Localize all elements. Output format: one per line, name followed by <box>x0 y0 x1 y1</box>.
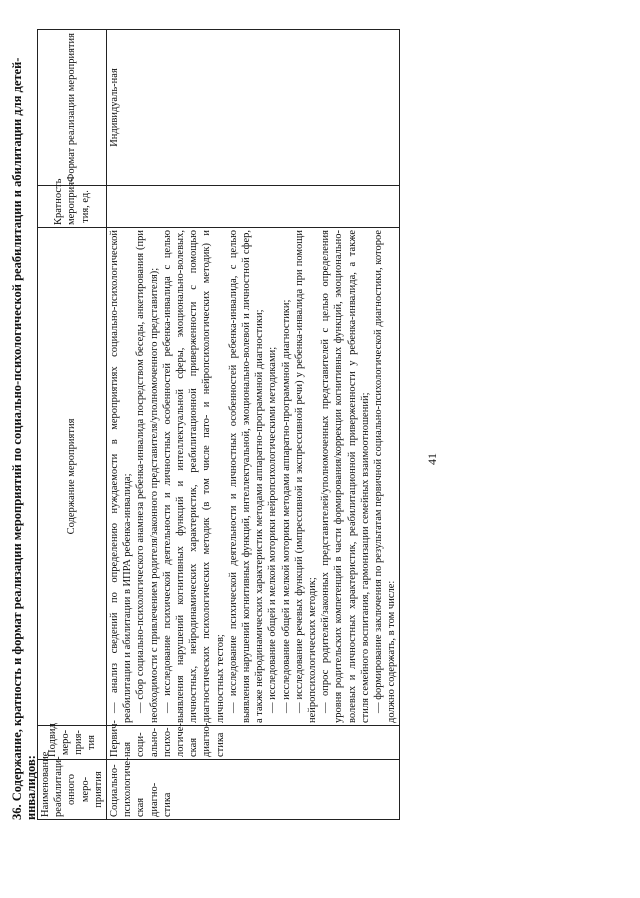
content-item: — исследование речевых функций (импрессивной и экспрессивной речи) у ребенка-инвалида при помощи нейропсихологических методик; <box>293 230 319 723</box>
cell-content <box>107 228 400 726</box>
table-row <box>107 30 400 820</box>
format-text: Индивидуаль-ная <box>109 68 121 147</box>
page-number: 41 <box>425 453 439 465</box>
measure-name-text: Социально-психологиче-ская диагно-стика <box>109 757 173 817</box>
header-multiplicity: Кратность мероприя-тия, ед. <box>38 186 107 228</box>
header-format: Формат реализации мероприятия <box>38 30 107 186</box>
content-item: — опрос родителей/законных представителей/уполномоченных представителей с целью определения уровня родительских компетенций в части формирования/коррекции когнитивных функций, эмоционально-волевых и личностных характеристик, реабилитационной приверженности у ребенка-инвалида, а также стиля семейного воспитания, гармонизации семейных взаимоотношений; <box>320 230 371 723</box>
content-item: — исследование психической деятельности и личностных особенностей ребенка-инвалида, с целью выявления нарушений когнитивных функций, интеллектуальной, эмоционально-волевой и личностной сфер, а также нейродинамических характеристик методами аппаратно-программной диагностики; <box>227 230 266 723</box>
header-content: Содержание мероприятия <box>38 228 107 726</box>
content-item: — сбор социально-психологического анамнеза ребенка-инвалида посредством беседы, анкетирования (при необходимости с привлечением родителя/законного представителя/уполномоченного представителя); <box>135 230 160 723</box>
cell-subtype <box>107 720 400 760</box>
content-item: — исследование общей и мелкой моторики методами аппаратно-программной диагностики; <box>280 299 292 713</box>
content-item: — исследование общей и мелкой моторики нейропсихологическими методиками; <box>267 346 279 713</box>
cell-format <box>107 30 400 186</box>
section-title: 36. Содержание, кратность и формат реализации мероприятий по социально-психологической реабилитации и абилитации для детей-инвалидов: <box>10 57 38 820</box>
content-item: — формирование заключения по результатам первичной социально-психологической диагностики, которое должно содержать, в том числе: <box>373 230 398 723</box>
header-measure-name: Наименование реабилитаци-онного меро-приятия <box>38 760 107 820</box>
content-item: — анализ сведений по определению нуждаемости в мероприятиях социально-психологической реабилитации и абилитации в ИПРА ребенка-инвалида; <box>109 230 134 723</box>
content-item: — исследование психической деятельности и личностных особенностей ребенка-инвалида с целью выявления нарушений когнитивных функций и интеллектуальной сферы, эмоционально-волевых, личностных, нейродинамических характеристик, реабилитационной приверженности с помощью диагностических психологических методик (в том числе пато- и нейропсихологических методик) и личностных тестов; <box>161 230 226 723</box>
cell-multiplicity <box>107 186 400 228</box>
subtype-text: Первич-ная соци-ально-психо-логиче-ская диагно-стика <box>109 720 226 757</box>
measures-table <box>37 29 400 820</box>
cell-measure-name <box>107 757 400 820</box>
header-subtype: Подвид меро-прия-тия <box>38 726 107 760</box>
table-header-row <box>38 30 107 820</box>
